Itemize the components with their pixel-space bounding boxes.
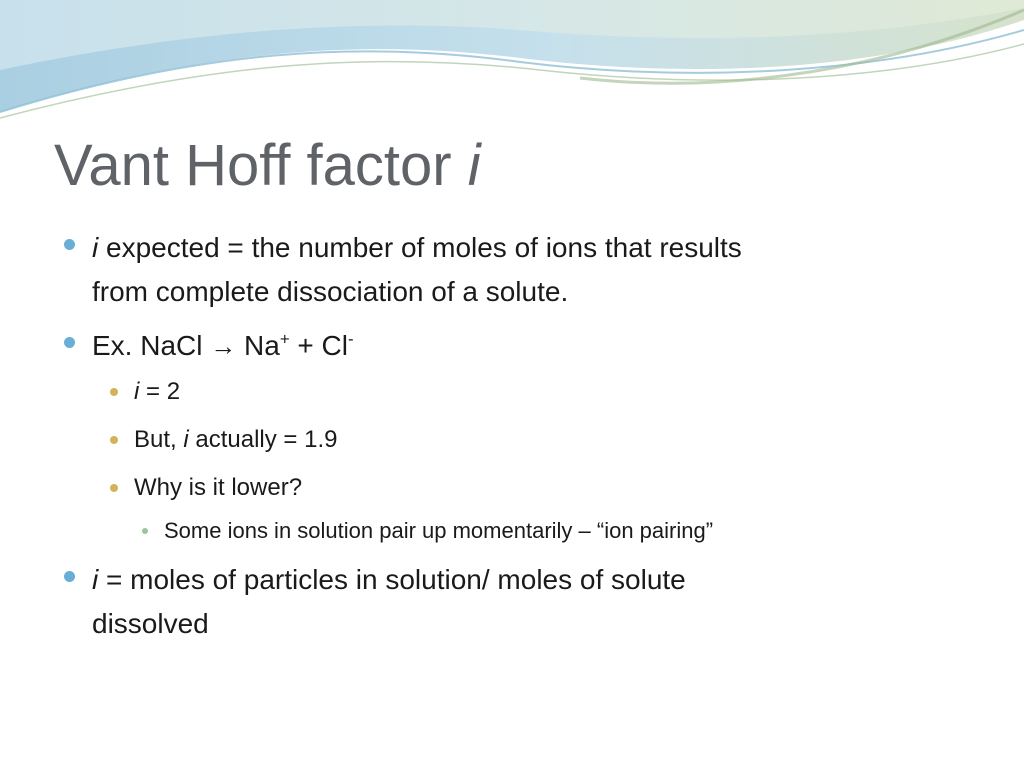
example-prefix: Ex. NaCl — [92, 330, 211, 361]
bullet-i-definition — [62, 558, 962, 646]
chloride-ion: + Cl — [289, 330, 348, 361]
subbullet-why-lower — [62, 472, 962, 504]
bullet-list — [62, 226, 962, 646]
bullet-i-expected — [62, 226, 962, 314]
bullet-text: = moles of particles in solution/ moles of solute — [98, 564, 686, 595]
bullet-dot-icon — [64, 337, 75, 348]
subbullet-dot-icon — [110, 388, 118, 396]
subbullet-text: actually = 1.9 — [188, 426, 338, 453]
bullet-dot-icon — [64, 571, 75, 582]
subbullet-actual-value — [62, 424, 962, 456]
sodium-ion: Na — [236, 330, 280, 361]
bullet-text-continued: dissolved — [92, 608, 209, 639]
variable-i: i — [92, 564, 99, 595]
right-arrow-icon: → — [210, 331, 237, 361]
slide-title — [54, 128, 481, 204]
subbullet-prefix: But, — [134, 426, 184, 453]
sodium-charge: + — [279, 329, 290, 349]
bullet-text-continued: from complete dissociation of a solute. — [92, 276, 569, 307]
subbullet-text: = 2 — [139, 378, 181, 405]
bullet-dot-icon — [64, 239, 75, 250]
subbullet-dot-icon — [110, 484, 118, 492]
variable-i: i — [134, 378, 140, 405]
chloride-charge: - — [348, 329, 354, 349]
bullet-text: expected = the number of moles of ions that results — [98, 232, 742, 263]
title-variable: i — [467, 133, 481, 198]
subsubbullet-text: Some ions in solution pair up momentarily – “ion pairing” — [164, 518, 714, 543]
subbullet-dot-icon — [110, 436, 118, 444]
subsubbullet-ion-pairing — [62, 516, 962, 546]
header-wave-decoration — [0, 0, 1024, 120]
subsubbullet-dot-icon — [142, 528, 148, 534]
title-text: Vant Hoff factor — [54, 133, 468, 198]
variable-i: i — [183, 426, 189, 453]
subbullet-i-equals-2 — [62, 376, 962, 408]
subbullet-text: Why is it lower? — [134, 474, 303, 501]
variable-i: i — [92, 232, 99, 263]
bullet-example-nacl — [62, 324, 962, 368]
